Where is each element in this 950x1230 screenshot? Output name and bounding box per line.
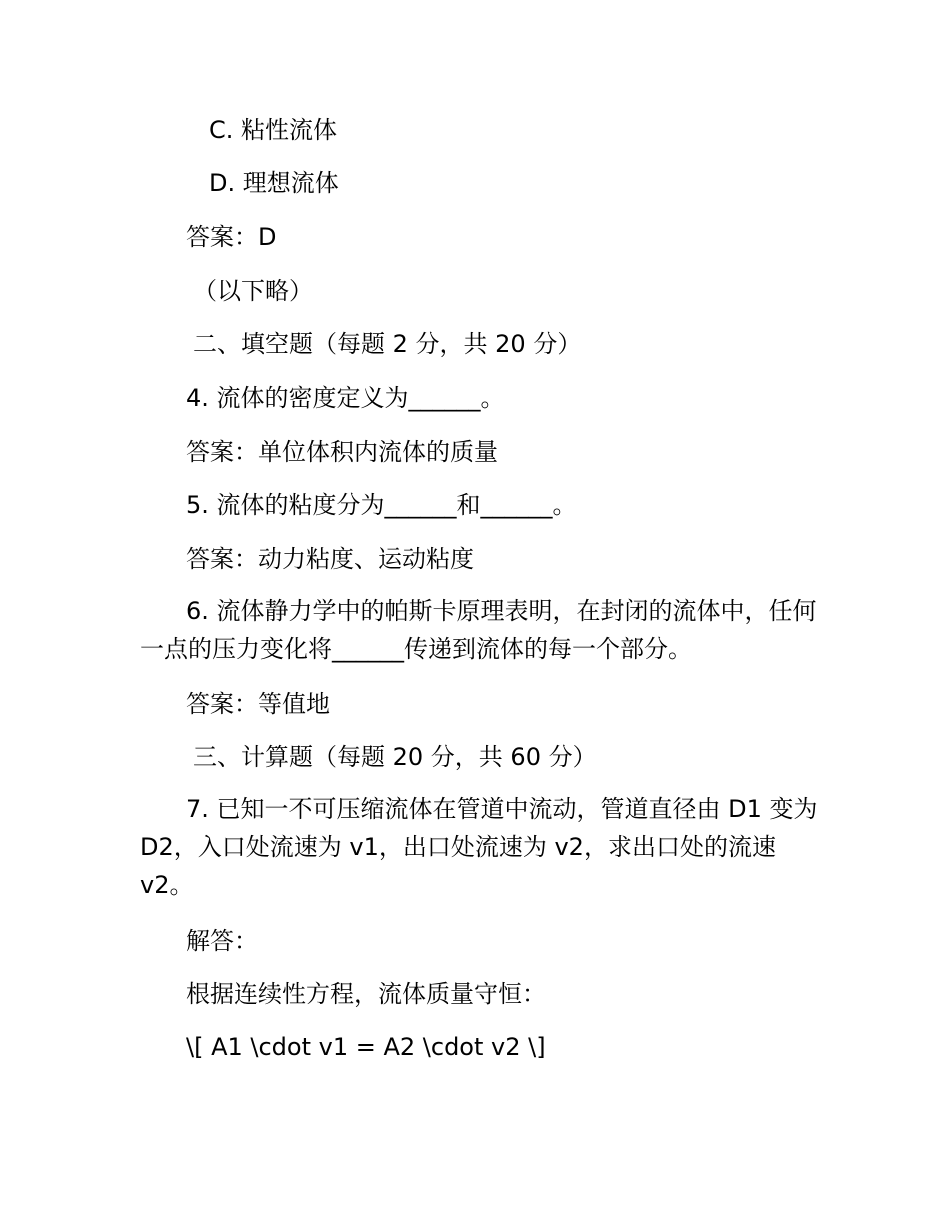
solution-step-1: 根据连续性方程，流体质量守恒：: [186, 980, 546, 1008]
section-3-heading: 三、计算题（每题 20 分，共 60 分）: [193, 743, 597, 771]
question-6: 6. 流体静力学中的帕斯卡原理表明，在封闭的流体中，任何一点的压力变化将______传递到流体的每一个部分。: [140, 597, 817, 663]
formula-1: \[ A1 \cdot v1 = A2 \cdot v2 \]: [186, 1033, 546, 1061]
answer-6: 答案：等值地: [186, 690, 330, 718]
answer-5: 答案：动力粘度、运动粘度: [186, 545, 474, 573]
section-2-heading: 二、填空题（每题 2 分，共 20 分）: [193, 330, 582, 358]
question-5: 5. 流体的粘度分为______和______。: [186, 491, 577, 519]
answer-3: 答案：D: [186, 223, 277, 251]
solution-label: 解答：: [186, 927, 258, 955]
question-4: 4. 流体的密度定义为______。: [186, 384, 505, 412]
question-7: 7. 已知一不可压缩流体在管道中流动，管道直径由 D1 变为 D2，入口处流速为 v1，出口处流速为 v2，求出口处的流速 v2。: [140, 795, 818, 899]
option-d: D. 理想流体: [209, 169, 339, 197]
omitted-note: （以下略）: [193, 277, 313, 305]
answer-4: 答案：单位体积内流体的质量: [186, 438, 498, 466]
option-c: C. 粘性流体: [209, 116, 338, 144]
